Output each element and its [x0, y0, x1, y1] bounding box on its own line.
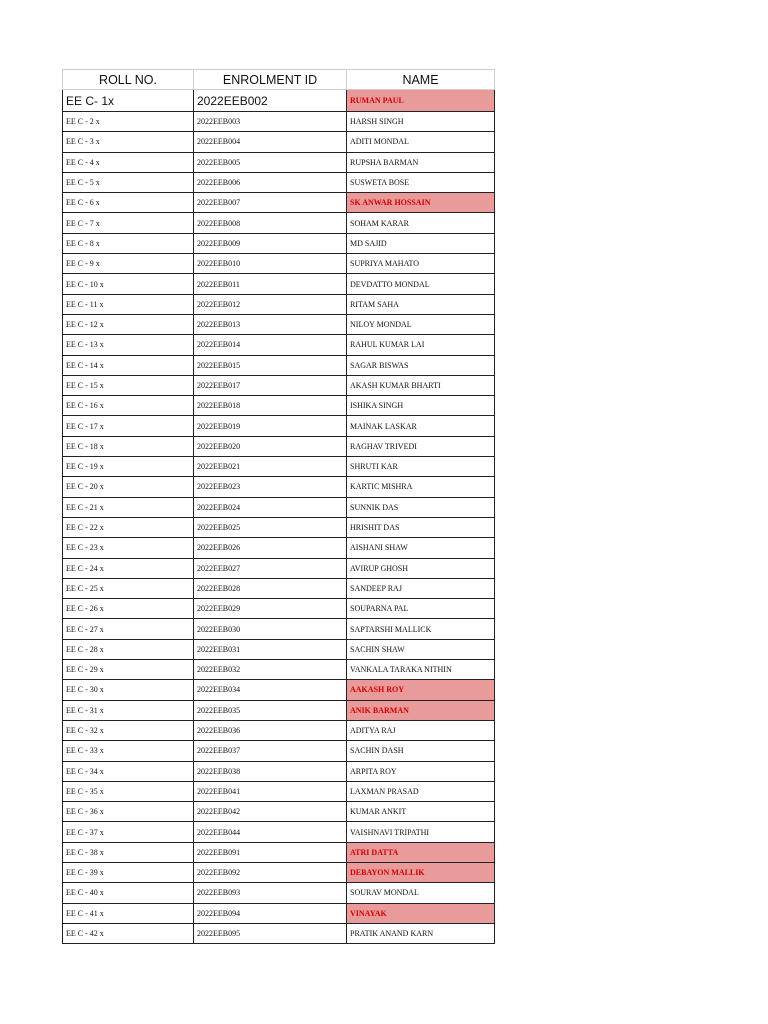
roll-no-cell: EE C - 14 x	[63, 355, 194, 375]
roll-no-cell: EE C - 15 x	[63, 375, 194, 395]
student-name-cell: AKASH KUMAR BHARTI	[347, 375, 495, 395]
roll-no-cell: EE C - 39 x	[63, 862, 194, 882]
enrolment-id-cell: 2022EEB035	[194, 700, 347, 720]
table-row	[63, 355, 495, 375]
table-row	[63, 172, 495, 192]
name-header: NAME	[347, 70, 495, 90]
table-row	[63, 720, 495, 740]
student-name-cell: SOHAM KARAR	[347, 213, 495, 233]
enrolment-id-cell: 2022EEB041	[194, 781, 347, 801]
enrolment-id-cell: 2022EEB023	[194, 477, 347, 497]
table-row	[63, 517, 495, 537]
table-row	[63, 842, 495, 862]
enrolment-id-cell: 2022EEB021	[194, 457, 347, 477]
student-name-cell: NILOY MONDAL	[347, 314, 495, 334]
enrolment-id-cell: 2022EEB093	[194, 883, 347, 903]
enrolment-id-cell: 2022EEB092	[194, 862, 347, 882]
enrolment-id-cell: 2022EEB013	[194, 314, 347, 334]
table-row	[63, 619, 495, 639]
student-name-cell: SUSWETA BOSE	[347, 172, 495, 192]
student-name-cell: PRATIK ANAND KARN	[347, 923, 495, 943]
enrolment-id-cell: 2022EEB018	[194, 396, 347, 416]
roll-no-cell: EE C - 37 x	[63, 822, 194, 842]
roll-no-cell: EE C - 23 x	[63, 538, 194, 558]
enrolment-id-cell: 2022EEB032	[194, 660, 347, 680]
table-row	[63, 132, 495, 152]
table-body	[63, 90, 495, 944]
roll-no-cell: EE C - 4 x	[63, 152, 194, 172]
student-name-cell: SAPTARSHI MALLICK	[347, 619, 495, 639]
enrolment-id-cell: 2022EEB029	[194, 599, 347, 619]
student-name-cell: VANKALA TARAKA NITHIN	[347, 660, 495, 680]
roll-no-cell: EE C - 25 x	[63, 578, 194, 598]
roll-no-cell: EE C - 31 x	[63, 700, 194, 720]
student-name-cell: RITAM SAHA	[347, 294, 495, 314]
table-row	[63, 883, 495, 903]
roll-no-cell: EE C - 18 x	[63, 436, 194, 456]
table-row	[63, 822, 495, 842]
table-row	[63, 375, 495, 395]
student-name-cell: DEBAYON MALLIK	[347, 862, 495, 882]
student-name-cell: DEVDATTO MONDAL	[347, 274, 495, 294]
student-name-cell: SOUPARNA PAL	[347, 599, 495, 619]
student-name-cell: SK ANWAR HOSSAIN	[347, 193, 495, 213]
table-row	[63, 660, 495, 680]
enrolment-id-cell: 2022EEB010	[194, 254, 347, 274]
table-row	[63, 700, 495, 720]
roll-no-cell: EE C - 28 x	[63, 639, 194, 659]
table-row	[63, 741, 495, 761]
student-name-cell: SOURAV MONDAL	[347, 883, 495, 903]
enrolment-id-cell: 2022EEB025	[194, 517, 347, 537]
table-row	[63, 761, 495, 781]
roll-no-cell: EE C - 5 x	[63, 172, 194, 192]
table-row	[63, 254, 495, 274]
student-name-cell: RUMAN PAUL	[347, 90, 495, 112]
table-row	[63, 335, 495, 355]
table-row	[63, 396, 495, 416]
student-name-cell: SAGAR BISWAS	[347, 355, 495, 375]
roll-no-cell: EE C - 13 x	[63, 335, 194, 355]
table-row	[63, 213, 495, 233]
header-row	[63, 70, 495, 90]
table-row	[63, 862, 495, 882]
table-row	[63, 90, 495, 112]
table-row	[63, 233, 495, 253]
enrolment-id-cell: 2022EEB012	[194, 294, 347, 314]
enrolment-id-cell: 2022EEB036	[194, 720, 347, 740]
roll-no-cell: EE C - 27 x	[63, 619, 194, 639]
enrolment-id-cell: 2022EEB009	[194, 233, 347, 253]
student-name-cell: ADITYA RAJ	[347, 720, 495, 740]
student-name-cell: SUNNIK DAS	[347, 497, 495, 517]
enrolment-id-cell: 2022EEB006	[194, 172, 347, 192]
student-name-cell: LAXMAN PRASAD	[347, 781, 495, 801]
student-name-cell: SACHIN DASH	[347, 741, 495, 761]
table-row	[63, 152, 495, 172]
enrolment-id-cell: 2022EEB042	[194, 802, 347, 822]
roll-no-cell: EE C - 33 x	[63, 741, 194, 761]
table-row	[63, 436, 495, 456]
enrolment-id-cell: 2022EEB002	[194, 90, 347, 112]
student-name-cell: HRISHIT DAS	[347, 517, 495, 537]
student-name-cell: ADITI MONDAL	[347, 132, 495, 152]
enrolment-id-cell: 2022EEB005	[194, 152, 347, 172]
student-name-cell: AISHANI SHAW	[347, 538, 495, 558]
enrolment-id-cell: 2022EEB044	[194, 822, 347, 842]
student-name-cell: RAGHAV TRIVEDI	[347, 436, 495, 456]
table-row	[63, 903, 495, 923]
roll-no-cell: EE C - 7 x	[63, 213, 194, 233]
student-name-cell: KUMAR ANKIT	[347, 802, 495, 822]
roll-no-cell: EE C - 34 x	[63, 761, 194, 781]
enrolment-id-cell: 2022EEB011	[194, 274, 347, 294]
enrolment-id-cell: 2022EEB003	[194, 112, 347, 132]
roll-no-cell: EE C - 19 x	[63, 457, 194, 477]
roll-no-cell: EE C - 22 x	[63, 517, 194, 537]
roll-no-cell: EE C - 42 x	[63, 923, 194, 943]
student-name-cell: AAKASH ROY	[347, 680, 495, 700]
enrolment-id-cell: 2022EEB026	[194, 538, 347, 558]
student-name-cell: AVIRUP GHOSH	[347, 558, 495, 578]
table-row	[63, 923, 495, 943]
enrolment-id-cell: 2022EEB014	[194, 335, 347, 355]
enrolment-id-cell: 2022EEB019	[194, 416, 347, 436]
roll-no-cell: EE C- 1x	[63, 90, 194, 112]
table-row	[63, 416, 495, 436]
table-row	[63, 680, 495, 700]
student-name-cell: ATRI DATTA	[347, 842, 495, 862]
roll-no-cell: EE C - 10 x	[63, 274, 194, 294]
table-row	[63, 538, 495, 558]
table-row	[63, 599, 495, 619]
roll-no-cell: EE C - 38 x	[63, 842, 194, 862]
table-row	[63, 112, 495, 132]
table-row	[63, 578, 495, 598]
roll-no-cell: EE C - 41 x	[63, 903, 194, 923]
student-name-cell: ARPITA ROY	[347, 761, 495, 781]
roll-no-cell: EE C - 40 x	[63, 883, 194, 903]
enrolment-id-cell: 2022EEB015	[194, 355, 347, 375]
table-row	[63, 294, 495, 314]
table-row	[63, 781, 495, 801]
table-row	[63, 802, 495, 822]
roll-no-cell: EE C - 29 x	[63, 660, 194, 680]
roll-no-cell: EE C - 2 x	[63, 112, 194, 132]
enrolment-id-cell: 2022EEB028	[194, 578, 347, 598]
roll-no-cell: EE C - 3 x	[63, 132, 194, 152]
enrolment-id-cell: 2022EEB095	[194, 923, 347, 943]
enrolment-id-cell: 2022EEB030	[194, 619, 347, 639]
enrolment-id-cell: 2022EEB038	[194, 761, 347, 781]
roll-no-header: ROLL NO.	[63, 70, 194, 90]
enrolment-id-header: ENROLMENT ID	[194, 70, 347, 90]
enrolment-id-cell: 2022EEB024	[194, 497, 347, 517]
table-row	[63, 639, 495, 659]
roll-no-cell: EE C - 6 x	[63, 193, 194, 213]
enrolment-id-cell: 2022EEB020	[194, 436, 347, 456]
roll-no-cell: EE C - 24 x	[63, 558, 194, 578]
student-name-cell: VAISHNAVI TRIPATHI	[347, 822, 495, 842]
student-name-cell: MD SAJID	[347, 233, 495, 253]
enrolment-id-cell: 2022EEB031	[194, 639, 347, 659]
enrolment-id-cell: 2022EEB094	[194, 903, 347, 923]
student-name-cell: RAHUL KUMAR LAI	[347, 335, 495, 355]
roll-no-cell: EE C - 35 x	[63, 781, 194, 801]
student-name-cell: SACHIN SHAW	[347, 639, 495, 659]
student-name-cell: KARTIC MISHRA	[347, 477, 495, 497]
enrolment-id-cell: 2022EEB007	[194, 193, 347, 213]
roll-no-cell: EE C - 20 x	[63, 477, 194, 497]
student-name-cell: VINAYAK	[347, 903, 495, 923]
table-row	[63, 477, 495, 497]
roll-no-cell: EE C - 32 x	[63, 720, 194, 740]
table-row	[63, 558, 495, 578]
enrolment-id-cell: 2022EEB034	[194, 680, 347, 700]
roll-no-cell: EE C - 16 x	[63, 396, 194, 416]
table-row	[63, 193, 495, 213]
roll-no-cell: EE C - 8 x	[63, 233, 194, 253]
student-name-cell: MAINAK LASKAR	[347, 416, 495, 436]
roll-no-cell: EE C - 26 x	[63, 599, 194, 619]
student-name-cell: ISHIKA SINGH	[347, 396, 495, 416]
roll-no-cell: EE C - 9 x	[63, 254, 194, 274]
table-row	[63, 274, 495, 294]
enrolment-id-cell: 2022EEB037	[194, 741, 347, 761]
enrolment-id-cell: 2022EEB008	[194, 213, 347, 233]
student-name-cell: ANIK BARMAN	[347, 700, 495, 720]
student-name-cell: HARSH SINGH	[347, 112, 495, 132]
student-name-cell: SHRUTI KAR	[347, 457, 495, 477]
enrolment-id-cell: 2022EEB091	[194, 842, 347, 862]
roll-no-cell: EE C - 30 x	[63, 680, 194, 700]
enrolment-id-cell: 2022EEB027	[194, 558, 347, 578]
table-row	[63, 457, 495, 477]
student-name-cell: SUPRIYA MAHATO	[347, 254, 495, 274]
table-row	[63, 497, 495, 517]
enrolment-id-cell: 2022EEB017	[194, 375, 347, 395]
roll-no-cell: EE C - 11 x	[63, 294, 194, 314]
table-row	[63, 314, 495, 334]
roll-no-cell: EE C - 36 x	[63, 802, 194, 822]
roll-no-cell: EE C - 21 x	[63, 497, 194, 517]
roll-list-table	[62, 69, 495, 944]
roll-no-cell: EE C - 12 x	[63, 314, 194, 334]
roll-no-cell: EE C - 17 x	[63, 416, 194, 436]
student-name-cell: RUPSHA BARMAN	[347, 152, 495, 172]
student-name-cell: SANDEEP RAJ	[347, 578, 495, 598]
table-header	[63, 70, 495, 90]
enrolment-id-cell: 2022EEB004	[194, 132, 347, 152]
